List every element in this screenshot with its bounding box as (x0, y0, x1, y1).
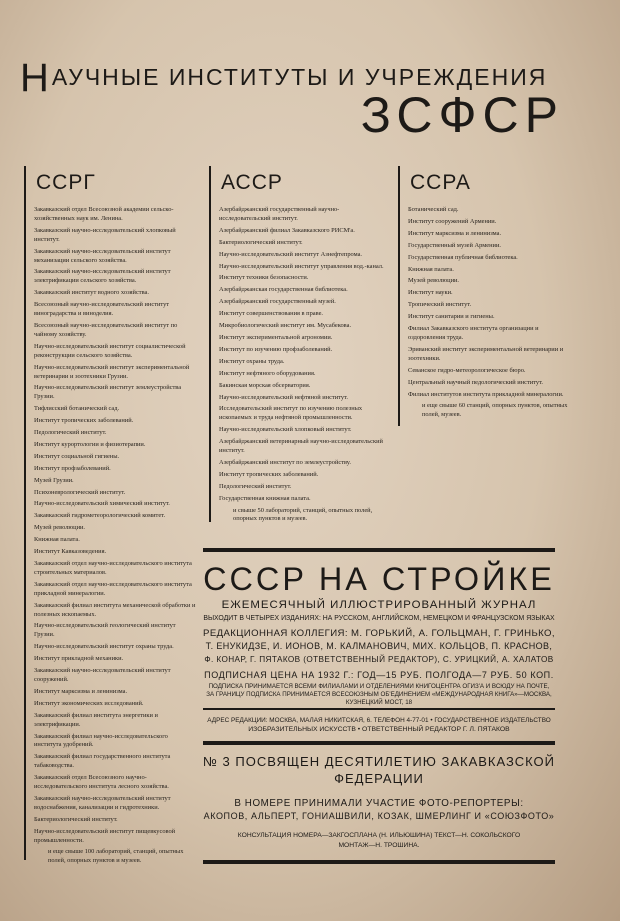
institution-item: Научно-исследовательский институт пищевкусовой промышленности. (34, 827, 176, 844)
institution-item: Институт Кавказоведения. (34, 548, 107, 556)
institution-item: Институт прикладной механики. (34, 655, 124, 663)
list-footnote: и еще свыше 60 станций, опорных пунктов, опытных полей, музеев. (422, 402, 568, 419)
institution-item: Закавказский отдел Всесоюзного научно-исследовательского института лесного хозяйства. (34, 774, 169, 791)
institution-item: Научно-исследовательский хлопковый институт. (219, 426, 352, 434)
institution-item: Институт тропических заболеваний. (219, 470, 319, 478)
institution-item: Музей Грузии. (34, 476, 74, 484)
column-ssrg (24, 166, 196, 865)
magazine-editions: ВЫХОДИТ В ЧЕТЫРЕХ ИЗДАНИЯХ: НА РУССКОМ, АНГЛИЙСКОМ, НЕМЕЦКОМ И ФРАНЦУЗСКОМ ЯЗЫКАХ (203, 615, 555, 622)
institution-item: Институт охраны труда. (219, 357, 285, 365)
divider (203, 708, 555, 710)
magazine-subtitle: ЕЖЕМЕСЯЧНЫЙ ИЛЛЮСТРИРОВАННЫЙ ЖУРНАЛ (221, 599, 537, 611)
institution-item: Всесоюзный научно-исследовательский институт по чайному хозяйству. (34, 321, 178, 338)
institution-item: Закавказский научно-исследовательский институт водоснабжения, канализации и гидротехники. (34, 794, 171, 811)
institution-item: Институт экономических исследований. (34, 699, 144, 707)
institution-item: Педологический институт. (34, 429, 107, 437)
title-text: АУЧНЫЕ ИНСТИТУТЫ И УЧРЕЖДЕНИЯ (51, 64, 548, 90)
institution-item: Государственная книжная палата. (219, 494, 311, 502)
subscription-info (203, 683, 555, 708)
credits-line: МОНТАЖ—Н. ТРОШИНА. (338, 842, 420, 850)
institution-item: Закавказский научно-исследовательский институт сооружений. (34, 667, 171, 683)
institution-item: Азербайджанская государственная библиотека. (219, 286, 348, 294)
institution-item: Книжная палата. (34, 536, 80, 544)
editorial-address (203, 716, 555, 735)
institution-item: Институт науки. (408, 289, 453, 297)
institution-item: Азербайджанский государственный научно-исследовательский институт. (219, 206, 340, 222)
institution-item: Институт курортологии и физиотерапии. (34, 440, 146, 448)
institution-item: Закавказский отдел научно-исследовательского института строительных материалов. (34, 560, 192, 576)
institution-list (400, 206, 568, 420)
list-footnote: и еще свыше 100 лабораторий, станций, опытных полей, опорных пунктов и музеев. (48, 848, 184, 865)
institution-item: Научно-исследовательский нефтяной институт. (219, 393, 348, 401)
institution-item: Институт санитарии и гигиены. (408, 313, 495, 321)
institution-item: Азербайджанский институт по землеустройству. (219, 458, 351, 466)
institution-item: Закавказский научно-исследовательский хлопковый институт. (34, 226, 176, 243)
institution-item: Научно-исследовательский институт управления вод.-канал. (219, 262, 384, 270)
institution-item: Научно-исследовательский институт экспериментальной ветеринарии и зоотехники Грузии. (34, 363, 190, 380)
institution-item: Закавказский институт водного хозяйства. (34, 289, 149, 297)
institution-item: Научно-исследовательский институт охраны труда. (34, 643, 174, 651)
institution-item: Педологический институт. (219, 482, 292, 490)
institution-item: Азербайджанский государственный музей. (219, 298, 336, 306)
subscription-price: ПОДПИСНАЯ ЦЕНА НА 1932 Г.: ГОД—15 РУБ. ПОЛГОДА—7 РУБ. 50 КОП. (204, 670, 554, 680)
institution-item: Научно-исследовательский химический институт. (34, 500, 170, 508)
institution-item: Закавказский гидрометеорологический комитет. (34, 512, 166, 520)
institution-item: Закавказский научно-исследовательский институт электрификации сельского хозяйства. (34, 268, 171, 285)
institution-item: Филиал Закавказского института организации и оздоровления труда. (408, 325, 539, 341)
institution-list (211, 206, 386, 524)
institution-item: Бактериологический институт. (219, 238, 303, 246)
divider (203, 860, 555, 864)
photo-credits-line: В НОМЕРЕ ПРИНИМАЛИ УЧАСТИЕ ФОТО-РЕПОРТЕРЫ: (234, 798, 524, 810)
institution-item: Научно-исследовательский институт социалистической реконструкции сельского хозяйства. (34, 342, 186, 359)
institution-item: Азербайджанский филиал Закавказского РИСМ'а. (219, 226, 355, 234)
issue-title-line: № 3 ПОСВЯЩЕН ДЕСЯТИЛЕТИЮ ЗАКАВКАЗСКОЙ (203, 754, 556, 770)
institution-item: Исследовательский институт по изучению полезных ископаемых и труда нефтяной промышленности. (219, 405, 363, 422)
column-ssra (398, 166, 568, 426)
title-initial: Н (20, 56, 51, 100)
institution-item: Научно-исследовательский институт землеустройства Грузии. (34, 384, 182, 401)
institution-item: Закавказский научно-исследовательский институт механизации сельского хозяйства. (34, 247, 171, 264)
institution-item: Институт профзаболеваний. (34, 464, 111, 472)
institution-item: Институт экспериментальной агрономии. (219, 333, 333, 341)
institution-item: Закавказский филиал научно-исследовательского института удобрений. (34, 732, 168, 749)
institution-item: Азербайджанский ветеринарный научно-исследовательский институт. (219, 438, 383, 455)
institution-item: Севанское гидро-метеорологическое бюро. (408, 366, 526, 374)
column-heading: ССРА (410, 171, 471, 194)
institution-item: Институт нефтяного оборудования. (219, 369, 316, 377)
institution-item: Тифлисский ботанический сад. (34, 405, 120, 413)
institution-item: Институт совершенствования в праве. (219, 310, 324, 318)
institution-item: Институт марксизма и ленинизма. (408, 229, 502, 237)
institution-item: Институт марксизма и ленинизма. (34, 687, 128, 695)
photo-credits-line: АКОПОВ, АЛЬПЕРТ, ГОНИАШВИЛИ, КОЗАК, ШМЕРЛИНГ И «СОЮЗФОТО» (203, 811, 555, 822)
institution-item: Музей революции. (408, 277, 460, 285)
institution-item: Научно-исследовательский институт Азнефтепрома. (219, 250, 363, 258)
institution-item: Ботанический сад. (408, 206, 459, 213)
institution-item: Институт техники безопасности. (219, 274, 309, 282)
editorial-board-line: Ф. КОНАР, Г. ПЯТАКОВ (ОТВЕТСТВЕННЫЙ РЕДАКТОР), С. УРИЦКИЙ, А. ХАЛАТОВ (204, 655, 554, 664)
divider (203, 741, 555, 745)
institution-item: Всесоюзный научно-исследовательский институт виноградарства и виноделия. (34, 301, 170, 318)
institution-item: Закавказский отдел научно-исследовательского института прикладной минералогии. (34, 580, 192, 597)
region-title: ЗСФСР (360, 87, 564, 143)
subscription-line: КУЗНЕЦКИЙ МОСТ, 18 (345, 699, 413, 707)
institution-item: Книжная палата. (408, 265, 454, 273)
issue-credits (203, 831, 555, 851)
divider (203, 548, 555, 552)
institution-item: Бакинская морская обсерватория. (219, 381, 311, 389)
magazine-title: СССР НА СТРОЙКЕ (203, 561, 555, 597)
column-assr (209, 166, 386, 522)
magazine-block (203, 548, 555, 864)
institution-item: Закавказский филиал института энергетики и электрификации. (34, 711, 158, 728)
photo-credits (203, 797, 555, 823)
institution-item: Тропический институт. (408, 301, 472, 309)
institution-item: Эриванский институт экспериментальной ветеринарии и зоотехники. (408, 345, 564, 362)
institution-item: Институт по изучению профзаболеваний. (219, 345, 333, 353)
institution-item: Музей революции. (34, 524, 86, 532)
institution-item: Институт тропических заболеваний. (34, 417, 134, 425)
institution-list (26, 206, 196, 866)
issue-dedication (203, 753, 555, 787)
institution-item: Закавказский отдел Всесоюзной академии сельско-хозяйственных наук им. Ленина. (34, 206, 174, 222)
institution-item: Закавказский филиал государственного института табаководства. (34, 753, 171, 770)
address-line: ИЗОБРАЗИТЕЛЬНЫХ ИСКУССТВ • ОТВЕТСТВЕННЫЙ РЕДАКТОР Г. Л. ПЯТАКОВ (248, 726, 510, 734)
institution-item: Государственный музей Армении. (408, 241, 501, 249)
credits-line: КОНСУЛЬТАЦИЯ НОМЕРА—ЗАКГОСПЛАНА (Н. ИЛЬЮШИНА) ТЕКСТ—Н. СОКОЛЬСКОГО (237, 832, 521, 840)
column-heading: АССР (221, 171, 283, 194)
editorial-board (203, 627, 555, 666)
institution-item: Центральный научный педологический институт. (408, 378, 543, 386)
column-heading: ССРГ (36, 171, 96, 194)
issue-title-line: ФЕДЕРАЦИИ (334, 771, 424, 787)
institution-item: Закавказский филиал института механической обработки и полезных ископаемых. (34, 601, 196, 618)
editorial-board-line: Т. ЕНУКИДЗЕ, И. ИОНОВ, М. КАЛМАНОВИЧ, МИХ. КОЛЬЦОВ, П. КРАСНОВ, (205, 641, 553, 651)
address-line: АДРЕС РЕДАКЦИИ: МОСКВА, МАЛАЯ НИКИТСКАЯ, 6. ТЕЛЕФОН 4-77-01 • ГОСУДАРСТВЕННОЕ ИЗДАТЕЛЬСТВО (207, 716, 551, 724)
institution-item: Институт сооружений Армении. (408, 217, 497, 225)
institution-item: Филиал институтов института прикладной минералогии. (408, 390, 564, 398)
institution-item: Микробиологический институт им. Мусабекова. (219, 322, 352, 330)
institution-item: Психоневрологический институт. (34, 488, 126, 496)
editorial-board-line: РЕДАКЦИОННАЯ КОЛЛЕГИЯ: М. ГОРЬКИЙ, А. ГОЛЬЦМАН, Г. ГРИНЬКО, (203, 628, 555, 639)
subscription-line: ПОДПИСКА ПРИНИМАЕТСЯ ВСЕМИ ФИЛИАЛАМИ И ОТДЕЛЕНИЯМИ КНИГОЦЕНТРА ОГИЗ'А И ВСЮДУ НА ПОЧТЕ, (208, 683, 550, 690)
institution-item: Государственная публичная библиотека. (408, 253, 518, 261)
subscription-line: ЗА ГРАНИЦУ ПОДПИСКА ПРИНИМАЕТСЯ ВСЕСОЮЗНЫМ ОБ'ЕДИНЕНИЕМ «МЕЖДУНАРОДНАЯ КНИГА»—МОСКВА, (206, 691, 552, 699)
list-footnote: и свыше 50 лабораторий, станций, опытных полей, опорных пунктов и музеев. (233, 506, 373, 523)
institution-item: Научно-исследовательский геологический институт Грузии. (34, 622, 176, 639)
institution-item: Институт социальной гигиены. (34, 452, 120, 460)
institution-item: Бактериологический институт. (34, 815, 118, 823)
